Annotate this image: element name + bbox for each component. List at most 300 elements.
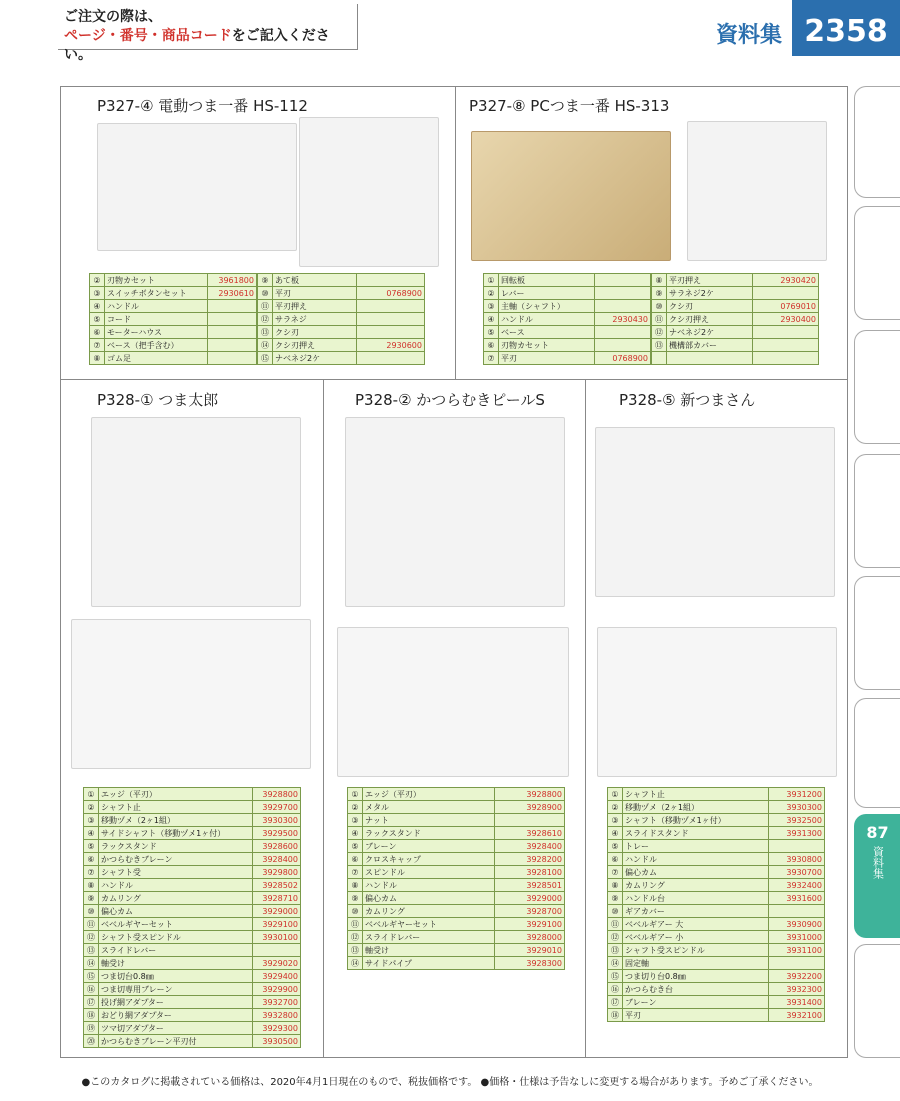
- part-number: ⑪: [84, 918, 99, 931]
- shin-tsumasan-parts-illustration: [597, 627, 837, 777]
- part-code: 3929400: [252, 970, 300, 983]
- part-number: ③: [348, 814, 363, 827]
- parts-row: [608, 957, 825, 970]
- part-name: サイドパイプ: [363, 957, 495, 970]
- parts-row: [84, 983, 301, 996]
- part-number: ⑭: [348, 957, 363, 970]
- parts-row: [84, 814, 301, 827]
- part-name: クロスキャップ: [363, 853, 495, 866]
- part-name: かつらむきブレーン平刃付: [99, 1035, 253, 1048]
- part-number: ⑤: [84, 840, 99, 853]
- parts-row: [258, 287, 425, 300]
- part-number: ⑬: [348, 944, 363, 957]
- part-name: ハンドル: [99, 879, 253, 892]
- part-name: おどり網アダプター: [99, 1009, 253, 1022]
- part-name: ナット: [363, 814, 495, 827]
- hs313-blade-diagram: [687, 121, 827, 261]
- parts-row: [608, 788, 825, 801]
- parts-row: [484, 300, 651, 313]
- part-code: 3932400: [768, 879, 824, 892]
- part-code: [356, 313, 424, 326]
- part-code: 3931000: [768, 931, 824, 944]
- part-code: 3928400: [495, 840, 565, 853]
- part-number: ⑱: [608, 1009, 623, 1022]
- side-tab-label: 資料集: [871, 846, 885, 879]
- part-number: ⑥: [348, 853, 363, 866]
- part-code: 3932100: [768, 1009, 824, 1022]
- parts-row: [652, 352, 819, 365]
- side-tab-6[interactable]: [854, 698, 900, 808]
- part-number: ②: [484, 287, 499, 300]
- part-number: ⑫: [652, 326, 667, 339]
- part-number: ⑫: [84, 931, 99, 944]
- part-name: クシ刃: [667, 300, 753, 313]
- part-number: ⑥: [84, 853, 99, 866]
- part-number: ⑫: [258, 313, 273, 326]
- part-name: ベベルギアー 小: [623, 931, 769, 944]
- part-code: 3928800: [252, 788, 300, 801]
- parts-row: [348, 944, 565, 957]
- parts-table-hs112-b: [257, 273, 425, 365]
- part-number: ⑥: [90, 326, 105, 339]
- parts-row: [258, 313, 425, 326]
- parts-row: [258, 300, 425, 313]
- part-name: ブレーン: [363, 840, 495, 853]
- parts-row: [84, 905, 301, 918]
- part-number: ⑧: [90, 352, 105, 365]
- part-number: ⑥: [608, 853, 623, 866]
- divider-middle: [61, 379, 847, 380]
- hs313-photo: [471, 131, 671, 261]
- part-number: ①: [348, 788, 363, 801]
- part-number: ⑧: [608, 879, 623, 892]
- part-number: ①: [84, 788, 99, 801]
- part-code: [207, 313, 256, 326]
- divider-bottom-left: [323, 379, 324, 1057]
- part-number: ⑨: [84, 892, 99, 905]
- part-name: カムリング: [99, 892, 253, 905]
- parts-row: [84, 1009, 301, 1022]
- section-title-hs112: P327-④ 電動つま一番 HS-112: [97, 97, 308, 115]
- part-number: ⑪: [608, 918, 623, 931]
- parts-table-tsumataro: [83, 787, 301, 1048]
- parts-row: [348, 918, 565, 931]
- part-number: ①: [484, 274, 499, 287]
- part-name: ラックスタンド: [363, 827, 495, 840]
- parts-row: [258, 339, 425, 352]
- part-code: [594, 300, 650, 313]
- part-number: ⑧: [84, 879, 99, 892]
- part-name: メタル: [363, 801, 495, 814]
- side-tab-active[interactable]: [854, 814, 900, 938]
- part-name: 固定軸: [623, 957, 769, 970]
- part-code: 3928610: [495, 827, 565, 840]
- part-code: [753, 352, 819, 365]
- part-code: 3930700: [768, 866, 824, 879]
- part-number: ③: [484, 300, 499, 313]
- part-name: スライドレバー: [99, 944, 253, 957]
- parts-row: [84, 879, 301, 892]
- part-code: [594, 274, 650, 287]
- parts-row: [608, 827, 825, 840]
- part-number: ⑧: [348, 879, 363, 892]
- parts-row: [348, 788, 565, 801]
- parts-row: [90, 300, 257, 313]
- parts-row: [348, 892, 565, 905]
- part-code: 0768900: [356, 287, 424, 300]
- part-code: 3929500: [252, 827, 300, 840]
- part-name: ベベルギヤーセット: [363, 918, 495, 931]
- part-code: 3929000: [252, 905, 300, 918]
- part-number: ⑭: [84, 957, 99, 970]
- part-code: 3928900: [495, 801, 565, 814]
- part-number: ②: [90, 274, 105, 287]
- side-tab-2[interactable]: [854, 206, 900, 320]
- divider-top: [455, 87, 456, 379]
- part-number: ⑫: [348, 931, 363, 944]
- page-title: 資料集: [716, 23, 783, 48]
- section-title-hs313: P327-⑧ PCつま一番 HS-313: [469, 97, 670, 115]
- part-name: 平刃: [499, 352, 595, 365]
- part-name: エッジ（平刃）: [363, 788, 495, 801]
- part-code: 3928300: [495, 957, 565, 970]
- parts-row: [258, 326, 425, 339]
- part-code: [356, 326, 424, 339]
- side-tab-3[interactable]: [854, 330, 900, 444]
- parts-row: [84, 840, 301, 853]
- order-note-line2: [64, 27, 357, 65]
- part-name: コード: [105, 313, 208, 326]
- parts-row: [608, 970, 825, 983]
- part-code: [768, 840, 824, 853]
- shin-tsumasan-diagram: [595, 427, 835, 597]
- part-name: シャフト止: [99, 801, 253, 814]
- part-code: 3932800: [252, 1009, 300, 1022]
- part-code: 2930610: [207, 287, 256, 300]
- part-code: [207, 300, 256, 313]
- part-name: ベース（把手含む）: [105, 339, 208, 352]
- part-name: クシ刃押え: [273, 339, 357, 352]
- part-code: [207, 352, 256, 365]
- part-code: 2930600: [356, 339, 424, 352]
- parts-row: [608, 879, 825, 892]
- part-name: スピンドル: [363, 866, 495, 879]
- part-number: ⑪: [652, 313, 667, 326]
- hs112-diagram: [97, 123, 297, 251]
- part-name: 移動ヅメ（2ヶ1組）: [623, 801, 769, 814]
- parts-row: [652, 300, 819, 313]
- parts-table-hs313-b: [651, 273, 819, 365]
- part-name: ラックスタンド: [99, 840, 253, 853]
- part-name: エッジ（平刃）: [99, 788, 253, 801]
- part-number: ⑬: [84, 944, 99, 957]
- part-name: クシ刃: [273, 326, 357, 339]
- part-number: ①: [608, 788, 623, 801]
- part-number: ③: [608, 814, 623, 827]
- parts-row: [652, 339, 819, 352]
- parts-row: [608, 801, 825, 814]
- part-name: ナベネジ2ケ: [273, 352, 357, 365]
- part-code: 3930100: [252, 931, 300, 944]
- parts-row: [484, 287, 651, 300]
- part-name: つま切専用ブレーン: [99, 983, 253, 996]
- parts-row: [608, 944, 825, 957]
- part-name: トレー: [623, 840, 769, 853]
- part-code: 3929100: [252, 918, 300, 931]
- part-code: [356, 274, 424, 287]
- part-code: 3932300: [768, 983, 824, 996]
- parts-row: [84, 1022, 301, 1035]
- parts-row: [652, 326, 819, 339]
- part-name: 刃物カセット: [499, 339, 595, 352]
- part-number: ⑱: [84, 1009, 99, 1022]
- part-code: 3928400: [252, 853, 300, 866]
- part-name: スライドレバー: [363, 931, 495, 944]
- part-name: ブレーン: [623, 996, 769, 1009]
- part-number: ④: [608, 827, 623, 840]
- part-name: ナベネジ2ケ: [667, 326, 753, 339]
- part-name: 平刃: [623, 1009, 769, 1022]
- parts-row: [608, 892, 825, 905]
- parts-row: [84, 996, 301, 1009]
- side-tab-number: 87: [866, 823, 889, 842]
- part-code: 3928502: [252, 879, 300, 892]
- part-name: つま切り台0.8㎜: [623, 970, 769, 983]
- part-number: ⑨: [652, 287, 667, 300]
- part-number: ⑦: [484, 352, 499, 365]
- part-number: ⑭: [608, 957, 623, 970]
- part-name: スイッチボタンセット: [105, 287, 208, 300]
- part-name: ベース: [499, 326, 595, 339]
- order-note-rest: をご記入ください。: [64, 28, 330, 63]
- part-number: ⑦: [90, 339, 105, 352]
- part-code: 3930300: [768, 801, 824, 814]
- page-number: 2358: [792, 0, 900, 56]
- part-code: [252, 944, 300, 957]
- part-number: ⑨: [348, 892, 363, 905]
- part-number: ⑤: [348, 840, 363, 853]
- part-code: 3929800: [252, 866, 300, 879]
- part-number: ⑰: [608, 996, 623, 1009]
- parts-row: [608, 840, 825, 853]
- part-code: 0769010: [753, 300, 819, 313]
- part-name: カムリング: [623, 879, 769, 892]
- parts-row: [608, 983, 825, 996]
- part-number: ⑬: [608, 944, 623, 957]
- part-name: カムリング: [363, 905, 495, 918]
- part-code: 3928800: [495, 788, 565, 801]
- order-note-highlight: ページ・番号・商品コード: [64, 28, 232, 44]
- parts-row: [348, 905, 565, 918]
- parts-row: [84, 918, 301, 931]
- parts-row: [348, 814, 565, 827]
- part-name: ベベルギアー 大: [623, 918, 769, 931]
- parts-row: [258, 352, 425, 365]
- order-note: [58, 4, 358, 63]
- part-code: 3930800: [768, 853, 824, 866]
- parts-row: [484, 274, 651, 287]
- part-code: [207, 326, 256, 339]
- part-code: 3931300: [768, 827, 824, 840]
- part-name: 刃物カセット: [105, 274, 208, 287]
- part-number: ⑦: [608, 866, 623, 879]
- part-code: [753, 326, 819, 339]
- part-number: ③: [90, 287, 105, 300]
- parts-row: [84, 970, 301, 983]
- peel-s-parts-illustration: [337, 627, 569, 777]
- part-number: [652, 352, 667, 365]
- parts-row: [348, 827, 565, 840]
- part-number: ②: [608, 801, 623, 814]
- part-code: 3931400: [768, 996, 824, 1009]
- parts-row: [90, 313, 257, 326]
- part-name: 偏心カム: [99, 905, 253, 918]
- parts-row: [348, 879, 565, 892]
- part-number: ⑤: [608, 840, 623, 853]
- part-name: シャフト受スピンドル: [623, 944, 769, 957]
- part-number: ⑬: [258, 326, 273, 339]
- part-name: つま切台0.8㎜: [99, 970, 253, 983]
- part-name: 機構部カバー: [667, 339, 753, 352]
- side-tab-4[interactable]: [854, 454, 900, 568]
- parts-row: [484, 352, 651, 365]
- part-name: ハンドル: [623, 853, 769, 866]
- part-name: かつらむきブレーン: [99, 853, 253, 866]
- parts-row: [608, 931, 825, 944]
- part-code: 3931600: [768, 892, 824, 905]
- tsumataro-diagram: [91, 417, 301, 607]
- part-code: 2930400: [753, 313, 819, 326]
- parts-row: [348, 866, 565, 879]
- hs112-blade-diagram: [299, 117, 439, 267]
- part-code: [594, 326, 650, 339]
- part-code: 3932700: [252, 996, 300, 1009]
- parts-row: [484, 326, 651, 339]
- parts-row: [84, 944, 301, 957]
- part-name: 移動ヅメ（2ヶ1組）: [99, 814, 253, 827]
- part-name: スライドスタンド: [623, 827, 769, 840]
- parts-table-hs313-a: [483, 273, 651, 365]
- part-number: ⑪: [258, 300, 273, 313]
- parts-row: [348, 853, 565, 866]
- part-name: ベベルギヤーセット: [99, 918, 253, 931]
- part-number: ⑬: [652, 339, 667, 352]
- side-tab-1[interactable]: [854, 86, 900, 198]
- part-code: 3929300: [252, 1022, 300, 1035]
- part-code: 3930900: [768, 918, 824, 931]
- part-number: ⑩: [84, 905, 99, 918]
- part-name: あて板: [273, 274, 357, 287]
- part-code: [356, 352, 424, 365]
- section-title-shin-tsumasan: P328-⑤ 新つまさん: [619, 391, 756, 409]
- part-code: 3928100: [495, 866, 565, 879]
- part-code: 3929000: [495, 892, 565, 905]
- part-number: ②: [84, 801, 99, 814]
- part-code: 2930420: [753, 274, 819, 287]
- part-number: ⑩: [608, 905, 623, 918]
- part-name: サイドシャフト（移動ヅメ1ヶ付）: [99, 827, 253, 840]
- part-number: ④: [90, 300, 105, 313]
- parts-row: [652, 274, 819, 287]
- part-name: シャフト受スピンドル: [99, 931, 253, 944]
- part-name: ギアカバー: [623, 905, 769, 918]
- part-name: クシ刃押え: [667, 313, 753, 326]
- part-name: ハンドル台: [623, 892, 769, 905]
- parts-row: [90, 326, 257, 339]
- part-number: ⑧: [652, 274, 667, 287]
- part-code: 3930500: [252, 1035, 300, 1048]
- part-code: 3929010: [495, 944, 565, 957]
- parts-table-hs112-a: [89, 273, 257, 365]
- parts-row: [652, 287, 819, 300]
- part-number: ⑮: [258, 352, 273, 365]
- part-number: ⑯: [608, 983, 623, 996]
- part-code: 3930300: [252, 814, 300, 827]
- part-number: ⑨: [258, 274, 273, 287]
- parts-row: [608, 1009, 825, 1022]
- parts-row: [608, 918, 825, 931]
- part-number: ⑦: [84, 866, 99, 879]
- parts-row: [608, 866, 825, 879]
- part-number: ⑩: [258, 287, 273, 300]
- part-name: 軸受け: [363, 944, 495, 957]
- parts-row: [84, 801, 301, 814]
- parts-row: [84, 957, 301, 970]
- part-code: 3928501: [495, 879, 565, 892]
- part-code: 3929700: [252, 801, 300, 814]
- part-code: [594, 339, 650, 352]
- part-name: ハンドル: [499, 313, 595, 326]
- footer-note: ●このカタログに掲載されている価格は、2020年4月1日現在のもので、税抜価格です。 ●価格・仕様は予告なしに変更する場合があります。予めご了承ください。: [81, 1077, 819, 1088]
- section-title-peel-s: P328-② かつらむきピールS: [355, 391, 545, 409]
- part-name: シャフト（移動ヅメ1ヶ付）: [623, 814, 769, 827]
- parts-row: [84, 827, 301, 840]
- part-name: レバー: [499, 287, 595, 300]
- part-name: ゴム足: [105, 352, 208, 365]
- part-number: ⑲: [84, 1022, 99, 1035]
- parts-table-peel-s: [347, 787, 565, 970]
- parts-table-shin-tsumasan: [607, 787, 825, 1022]
- parts-row: [84, 1035, 301, 1048]
- parts-row: [90, 274, 257, 287]
- part-number: ④: [84, 827, 99, 840]
- divider-bottom-right: [585, 379, 586, 1057]
- catalog-frame: [60, 86, 848, 1058]
- side-tab-5[interactable]: [854, 576, 900, 690]
- part-name: ハンドル: [363, 879, 495, 892]
- parts-row: [348, 840, 565, 853]
- part-number: ④: [348, 827, 363, 840]
- part-name: シャフト止: [623, 788, 769, 801]
- part-name: シャフト受: [99, 866, 253, 879]
- side-tab-8[interactable]: [854, 944, 900, 1058]
- part-code: [594, 287, 650, 300]
- part-name: 軸受け: [99, 957, 253, 970]
- part-number: ⑭: [258, 339, 273, 352]
- parts-row: [608, 814, 825, 827]
- parts-row: [90, 287, 257, 300]
- parts-row: [84, 788, 301, 801]
- parts-row: [608, 996, 825, 1009]
- parts-row: [84, 853, 301, 866]
- part-code: 3929020: [252, 957, 300, 970]
- part-code: 3928000: [495, 931, 565, 944]
- parts-row: [608, 853, 825, 866]
- parts-row: [348, 931, 565, 944]
- part-number: ②: [348, 801, 363, 814]
- parts-row: [348, 957, 565, 970]
- parts-row: [348, 801, 565, 814]
